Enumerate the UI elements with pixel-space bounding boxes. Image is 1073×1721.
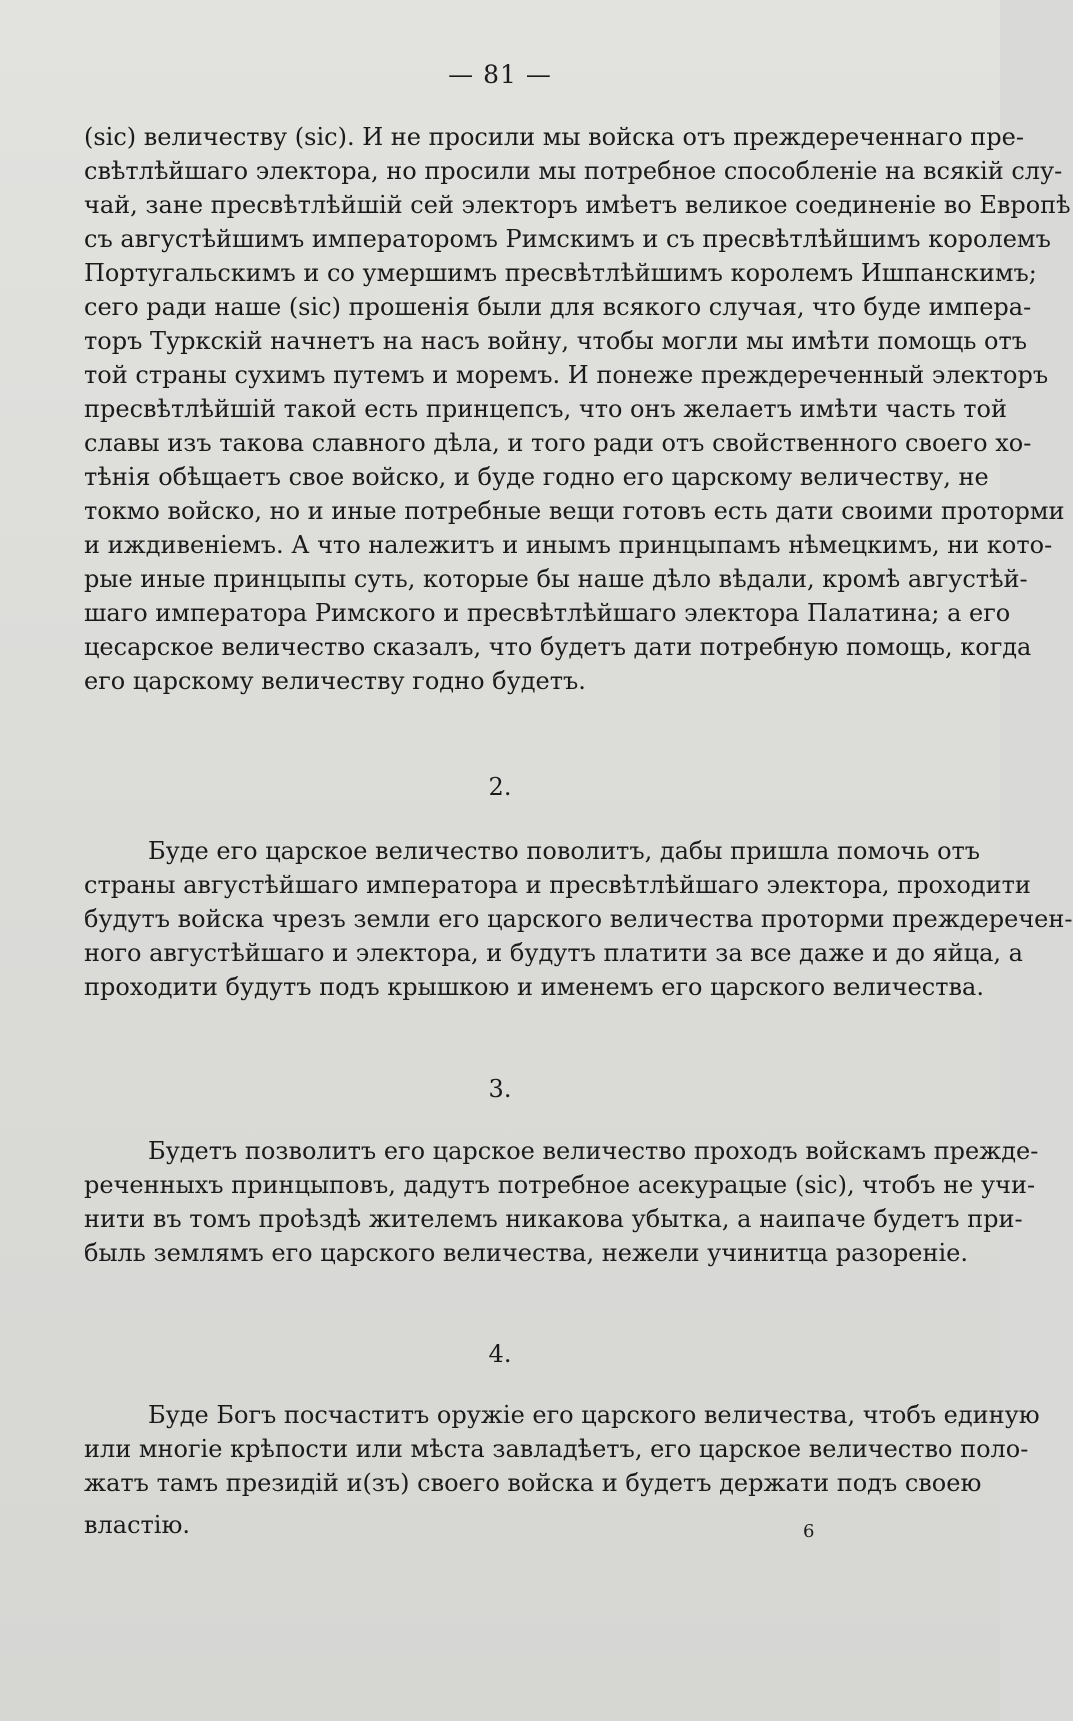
paragraph-line: будутъ войска чрезъ земли его царского величества проторми преждеречен- bbox=[84, 905, 1073, 933]
paragraph-line: токмо войско, но и иные потребные вещи готовъ есть дати своими проторми bbox=[84, 497, 1065, 525]
paragraph-line: Будетъ позволитъ его царское величество проходъ войскамъ прежде- bbox=[148, 1137, 1039, 1165]
paragraph-line: проходити будутъ подъ крышкою и именемъ его царского величества. bbox=[84, 973, 984, 1001]
section-number: 4. bbox=[488, 1340, 512, 1368]
paragraph-line: тѣнія обѣщаетъ свое войско, и буде годно его царскому величеству, не bbox=[84, 463, 989, 491]
paragraph-line: Португальскимъ и со умершимъ пресвѣтлѣйшимъ королемъ Ишпанскимъ; bbox=[84, 259, 1037, 287]
paragraph-line: чай, зане пресвѣтлѣйшій сей электоръ имѣетъ великое соединеніе во Европѣ bbox=[84, 191, 1071, 219]
paragraph-line: нити въ томъ проѣздѣ жителемъ никакова убытка, а наипаче будетъ при- bbox=[84, 1205, 1023, 1233]
page-number-header: — 81 — bbox=[448, 60, 552, 89]
paragraph-line: торъ Туркскій начнетъ на насъ войну, чтобы могли мы имѣти помощь отъ bbox=[84, 327, 1028, 355]
signature-mark: 6 bbox=[803, 1521, 815, 1542]
paragraph-line: той страны сухимъ путемъ и моремъ. И понеже преждереченный электоръ bbox=[84, 361, 1049, 389]
paragraph-line: страны августѣйшаго императора и пресвѣтлѣйшаго электора, проходити bbox=[84, 871, 1031, 899]
paragraph-line: съ августѣйшимъ императоромъ Римскимъ и съ пресвѣтлѣйшимъ королемъ bbox=[84, 225, 1051, 253]
paragraph-line: сего ради наше (sic) прошенія были для всякого случая, что буде импера- bbox=[84, 293, 1032, 321]
paragraph-line: быль землямъ его царского величества, нежели учинитца разореніе. bbox=[84, 1239, 968, 1267]
paragraph-line: славы изъ такова славного дѣла, и того ради отъ свойственного своего хо- bbox=[84, 429, 1032, 457]
paragraph-line: или многіе крѣпости или мѣста завладѣетъ, его царское величество поло- bbox=[84, 1435, 1029, 1463]
paragraph-line: и иждивеніемъ. А что належитъ и инымъ принцыпамъ нѣмецкимъ, ни кото- bbox=[84, 531, 1053, 559]
paragraph-line: реченныхъ принцыповъ, дадутъ потребное асекурацые (sic), чтобъ не учи- bbox=[84, 1171, 1036, 1199]
section-number: 3. bbox=[488, 1075, 512, 1103]
paragraph-line: ного августѣйшаго и электора, и будутъ платити за все даже и до яйца, а bbox=[84, 939, 1023, 967]
paragraph-line: Буде его царское величество поволитъ, дабы пришла помочь отъ bbox=[148, 837, 981, 865]
paragraph-line: его царскому величеству годно будетъ. bbox=[84, 667, 586, 695]
paragraph-line: рые иные принцыпы суть, которые бы наше дѣло вѣдали, кромѣ августѣй- bbox=[84, 565, 1028, 593]
paragraph-line: Буде Богъ посчаститъ оружіе его царского величества, чтобъ единую bbox=[148, 1401, 1040, 1429]
paragraph-line: (sic) величеству (sic). И не просили мы войска отъ преждереченнаго пре- bbox=[84, 123, 1024, 151]
paragraph-line: свѣтлѣйшаго электора, но просили мы потребное способленіе на всякій слу- bbox=[84, 157, 1063, 185]
paragraph-line: шаго императора Римского и пресвѣтлѣйшаго электора Палатина; а его bbox=[84, 599, 1011, 627]
paragraph-line: цесарское величество сказалъ, что будетъ дати потребную помощь, когда bbox=[84, 633, 1032, 661]
paragraph-line: жатъ тамъ президій и(зъ) своего войска и будетъ держати подъ своею bbox=[84, 1469, 982, 1497]
paragraph-line: пресвѣтлѣйшій такой есть принцепсъ, что онъ желаетъ имѣти часть той bbox=[84, 395, 1007, 423]
paragraph-line: властію. bbox=[84, 1511, 190, 1539]
section-number: 2. bbox=[488, 773, 512, 801]
